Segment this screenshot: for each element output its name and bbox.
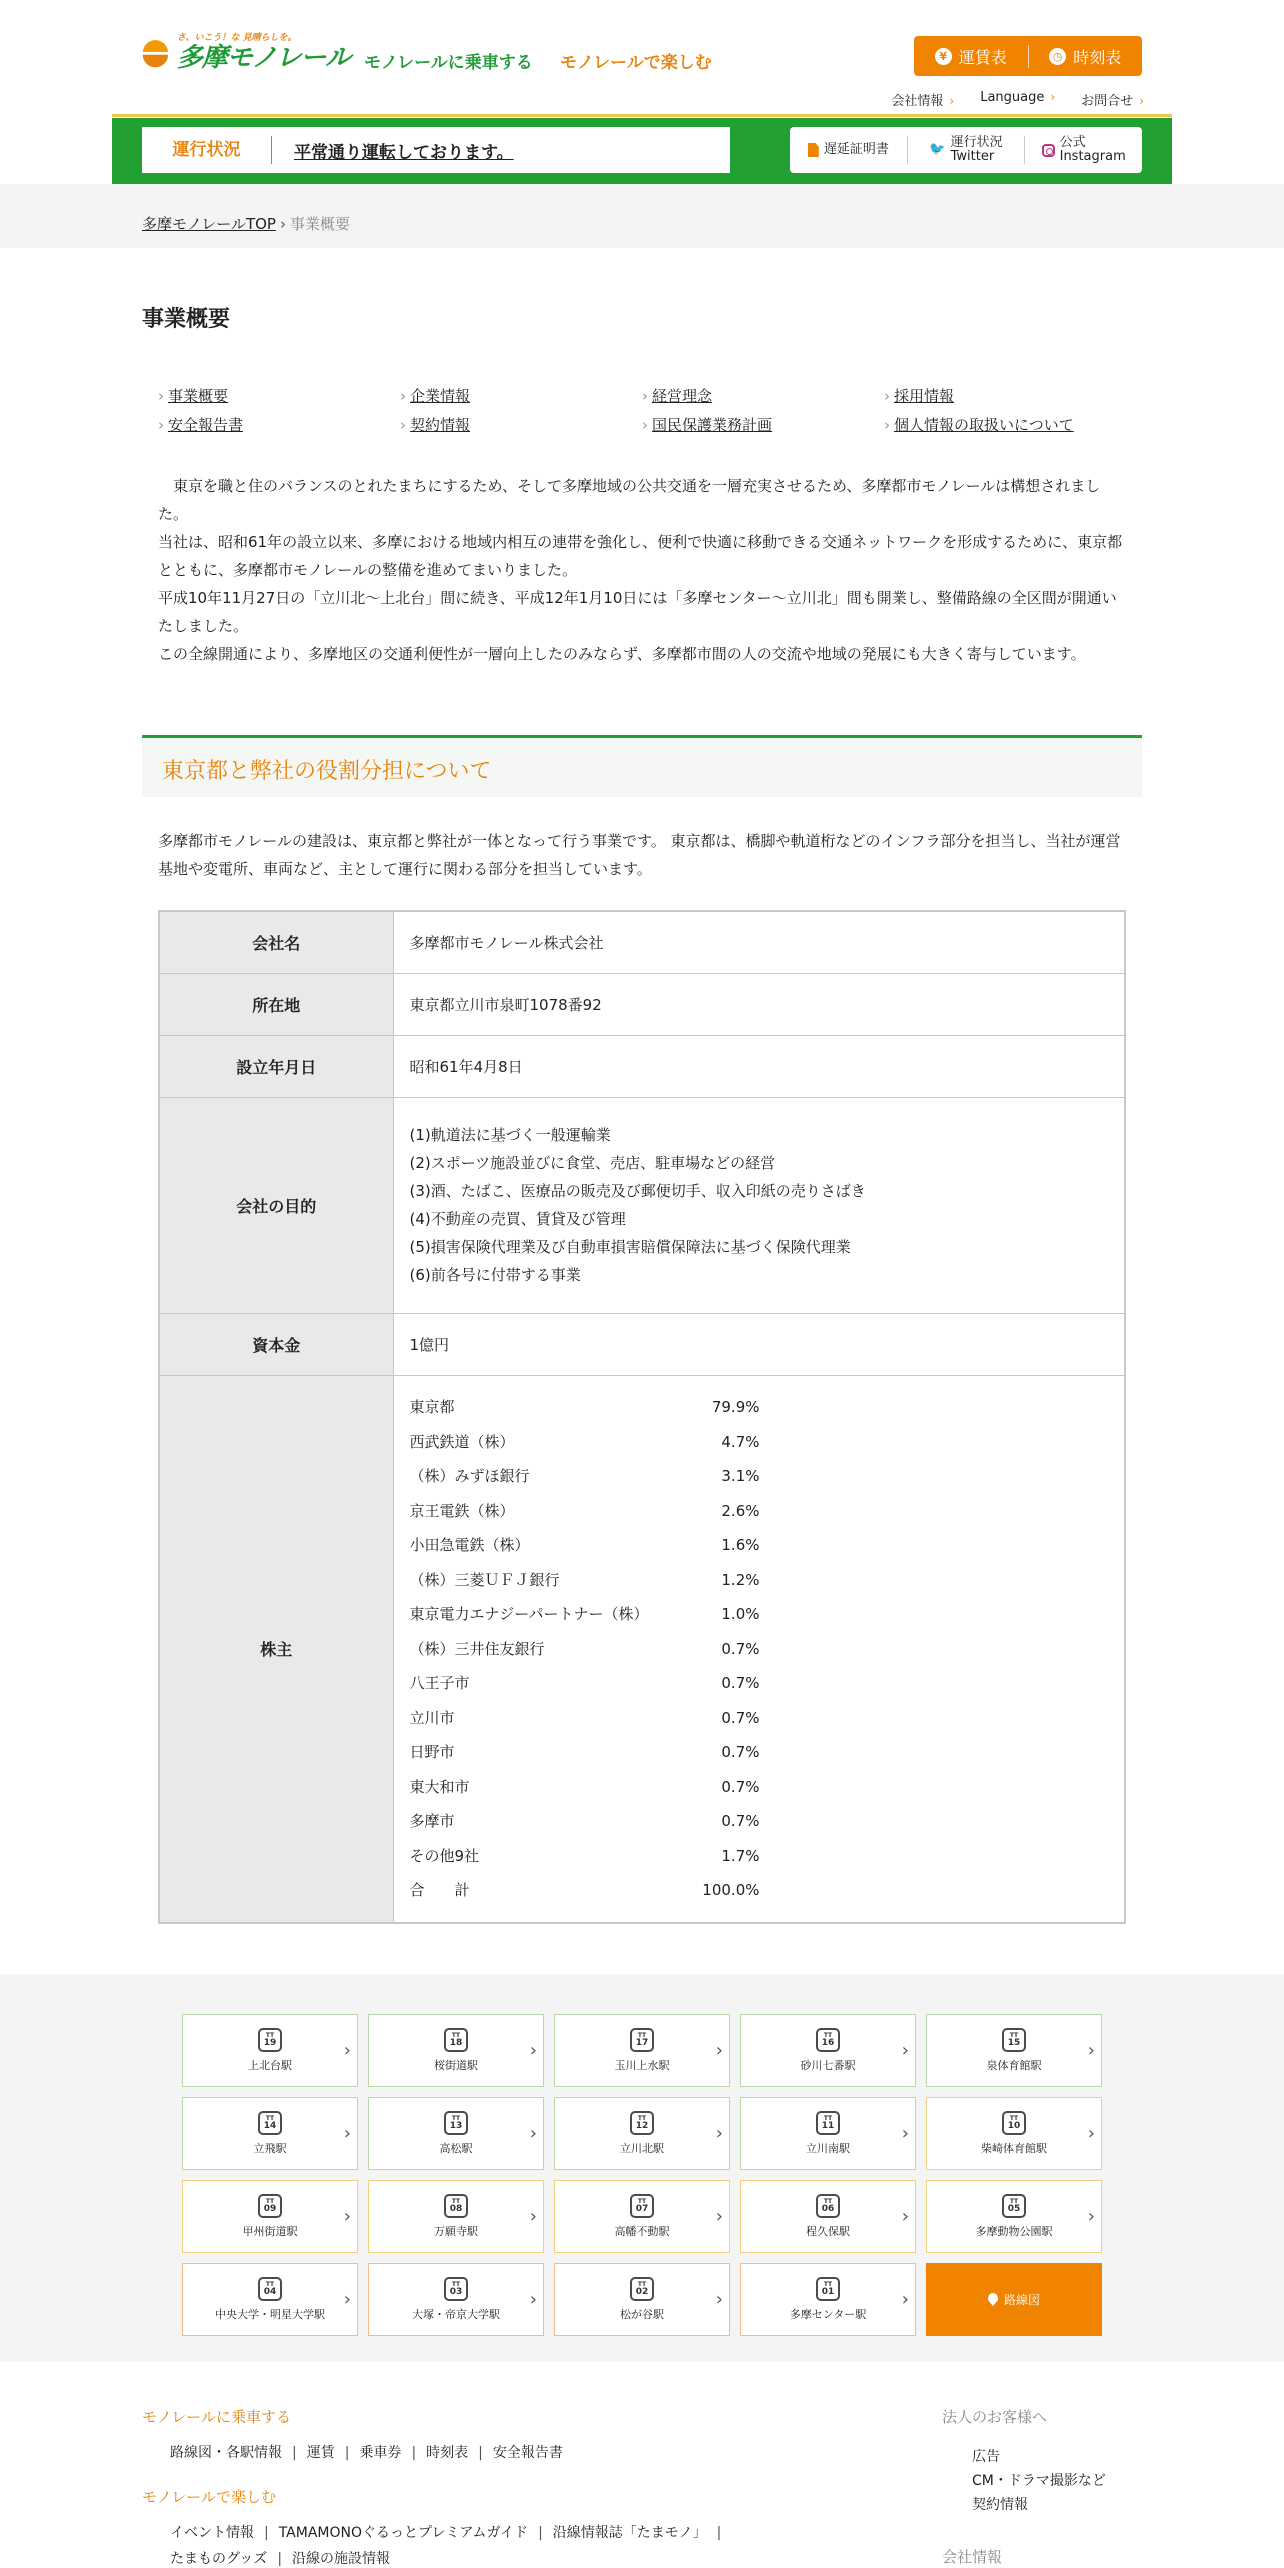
shareholder-percentage: 0.7% — [721, 1743, 760, 1761]
station-name: 甲州街道駅 — [242, 2225, 298, 2238]
station-tile[interactable] — [554, 2097, 730, 2170]
intro-paragraph: この全線開通により、多摩地区の交通利便性が一層向上したのみならず、多摩都市間の人の交流や地域の発展にも大きく寄与しています。 — [158, 645, 1086, 663]
shareholder-row — [410, 1528, 760, 1563]
subnav-safety-report[interactable]: › 安全報告書 — [158, 414, 400, 435]
station-code-prefix: TT — [451, 2032, 461, 2039]
station-number-icon — [630, 2277, 654, 2301]
station-name: 泉体育館駅 — [986, 2059, 1042, 2072]
intro-paragraph: 平成10年11月27日の「立川北～上北台」間に続き、平成12年1月10日には「多摩センター～立川北」間も開業し、整備路線の全区間が開通いたしました。 — [158, 589, 1117, 635]
yen-icon: ¥ — [935, 48, 952, 65]
breadcrumb-home-link[interactable]: 多摩モノレールTOP — [142, 215, 276, 233]
shareholder-percentage: 1.0% — [721, 1605, 760, 1623]
operation-status-text[interactable]: 平常通り運転しております。 — [294, 142, 514, 163]
chevron-right-icon: › — [529, 2123, 537, 2144]
timetable-button[interactable] — [1028, 45, 1143, 68]
footer-link-tamamono-magazine[interactable]: 沿線情報誌「たまモノ」 — [552, 2525, 707, 2541]
nav-enjoy-monorail[interactable]: モノレールで楽しむ — [560, 53, 712, 73]
fare-table-button[interactable] — [914, 45, 1028, 68]
station-number: 18 — [449, 2038, 463, 2048]
table-row — [159, 911, 1125, 973]
shareholder-row — [410, 1390, 760, 1425]
shareholder-name: 八王子市 — [409, 1674, 470, 1692]
util-link-language[interactable]: Language › — [980, 90, 1056, 105]
twitter-link[interactable]: 🐦 運行状況 Twitter — [907, 136, 1025, 164]
station-code-prefix: TT — [1009, 2115, 1019, 2122]
purpose-value — [393, 1097, 1125, 1313]
station-number: 09 — [263, 2204, 277, 2214]
station-code-prefix: TT — [823, 2281, 833, 2288]
station-name: 中央大学・明星大学駅 — [215, 2308, 325, 2321]
station-number-icon — [258, 2028, 282, 2052]
subnav-management-philosophy[interactable]: › 経営理念 — [642, 385, 884, 406]
footer-enjoy-links-2: たまものグッズ | 沿線の施設情報 — [170, 2551, 391, 2567]
footer-company-heading[interactable]: 会社情報 — [942, 2548, 1003, 2566]
map-pin-icon — [988, 2293, 998, 2306]
station-code-prefix: TT — [637, 2032, 647, 2039]
shareholder-row — [410, 1425, 760, 1460]
station-number-icon — [816, 2028, 840, 2052]
table-row — [159, 973, 1125, 1035]
station-tile[interactable] — [368, 2014, 544, 2087]
shareholder-name: 西武鉄道（株） — [409, 1432, 515, 1451]
shareholder-row — [410, 1494, 760, 1529]
station-name: 上北台駅 — [248, 2059, 292, 2072]
station-code-prefix: TT — [451, 2281, 461, 2288]
station-number-icon — [816, 2277, 840, 2301]
shareholder-name: 日野市 — [409, 1743, 455, 1761]
chevron-right-icon: › — [715, 2289, 723, 2310]
station-code-prefix: TT — [265, 2281, 275, 2288]
footer-link-tickets[interactable]: 乗車券 — [359, 2445, 402, 2461]
shareholder-row — [410, 1666, 760, 1701]
station-number-icon — [444, 2194, 468, 2218]
station-code-prefix: TT — [265, 2032, 275, 2039]
footer-link-fare[interactable]: 運賃 — [306, 2445, 335, 2461]
station-number: 13 — [449, 2121, 463, 2131]
chevron-right-icon: › — [949, 94, 955, 108]
nav-ride-monorail[interactable]: モノレールに乗車する — [364, 53, 533, 73]
station-number: 05 — [1007, 2204, 1021, 2214]
station-code-prefix: TT — [823, 2115, 833, 2122]
shareholder-name: （株）三井住友銀行 — [409, 1639, 545, 1658]
chevron-right-icon: › — [901, 2206, 909, 2227]
chevron-right-icon: › — [1087, 2040, 1095, 2061]
shareholder-row — [410, 1701, 760, 1736]
company-name-label: 会社名 — [159, 911, 393, 973]
station-code-prefix: TT — [451, 2198, 461, 2205]
util-link-contact[interactable]: お問合せ › — [1081, 94, 1144, 109]
shareholder-percentage: 4.7% — [721, 1432, 760, 1451]
shareholder-percentage: 0.7% — [721, 1777, 760, 1796]
document-icon — [808, 143, 819, 157]
footer-link-facilities[interactable]: 沿線の施設情報 — [292, 2551, 391, 2567]
company-subnav — [158, 385, 1128, 435]
shareholder-percentage: 1.6% — [721, 1536, 760, 1554]
station-tile[interactable] — [740, 2014, 916, 2087]
shareholder-percentage: 1.7% — [721, 1846, 760, 1865]
station-tile[interactable] — [554, 2180, 730, 2253]
station-number-icon — [1002, 2028, 1026, 2052]
utility-links — [891, 90, 1144, 109]
station-tile[interactable] — [182, 2180, 358, 2253]
shareholders-value — [393, 1375, 1125, 1923]
station-name: 高幡不動駅 — [614, 2225, 670, 2238]
shareholder-name: 立川市 — [409, 1708, 455, 1727]
station-grid — [182, 2014, 1102, 2336]
station-number-icon — [444, 2277, 468, 2301]
station-code-prefix: TT — [823, 2198, 833, 2205]
section-heading — [142, 735, 1142, 797]
shareholder-row — [410, 1735, 760, 1770]
footer-link-safety-report[interactable]: 安全報告書 — [492, 2445, 563, 2461]
site-footer — [0, 2362, 1284, 2568]
chevron-right-icon: › — [901, 2289, 909, 2310]
page-title: 事業概要 — [142, 307, 231, 332]
company-name-value: 多摩都市モノレール株式会社 — [393, 911, 1125, 973]
footer-link-timetable[interactable]: 時刻表 — [426, 2445, 469, 2461]
logo-wordmark: 多摩モノレール — [176, 42, 350, 73]
station-code-prefix: TT — [637, 2281, 647, 2288]
address-value: 東京都立川市泉町1078番92 — [393, 973, 1125, 1035]
shareholder-row — [410, 1839, 760, 1874]
instagram-link[interactable]: 公式 Instagram — [1024, 136, 1142, 164]
station-number-icon — [258, 2111, 282, 2135]
chevron-right-icon: › — [529, 2289, 537, 2310]
station-number-icon — [816, 2111, 840, 2135]
capital-value: 1億円 — [393, 1313, 1125, 1375]
station-name: 多摩センター駅 — [789, 2308, 867, 2321]
station-number-icon — [630, 2194, 654, 2218]
station-number: 06 — [821, 2204, 835, 2214]
station-number-icon — [1002, 2194, 1026, 2218]
fare-table-label: 運賃表 — [958, 47, 1007, 67]
shareholder-percentage: 0.7% — [721, 1674, 760, 1692]
clock-icon: ◷ — [1049, 48, 1066, 65]
shareholder-percentage: 3.1% — [721, 1467, 760, 1485]
shareholder-row — [410, 1873, 760, 1908]
chevron-right-icon: › — [1087, 2123, 1095, 2144]
station-name: 桜街道駅 — [434, 2059, 478, 2072]
footer-ride-heading[interactable]: モノレールに乗車する — [142, 2408, 291, 2426]
shareholder-name: 東大和市 — [409, 1777, 470, 1796]
station-number: 10 — [1007, 2121, 1021, 2131]
route-map-label: 路線図 — [1003, 2293, 1040, 2307]
intro-paragraph: 東京を職と住のバランスのとれたまちにするため、そして多摩地域の公共交通を一層充実させるため、多摩都市モノレールは構想されました。 — [158, 477, 1101, 523]
shareholder-row — [410, 1597, 760, 1632]
breadcrumb-separator: › — [279, 215, 286, 233]
station-name: 多摩動物公園駅 — [975, 2225, 1053, 2238]
delay-certificate-link[interactable]: 遅延証明書 — [790, 143, 907, 157]
address-label: 所在地 — [159, 973, 393, 1035]
intro-text — [158, 472, 1124, 668]
purpose-item: (4)不動産の売買、賃貸及び管理 — [409, 1210, 626, 1228]
shareholder-percentage: 79.9% — [711, 1398, 760, 1416]
station-tile[interactable] — [554, 2014, 730, 2087]
chevron-right-icon: › — [1139, 94, 1144, 108]
operation-status-box — [142, 127, 730, 173]
site-logo[interactable] — [140, 28, 350, 74]
purpose-list — [410, 1121, 1125, 1289]
station-name: 大塚・帝京大学駅 — [412, 2308, 500, 2321]
shareholders-label: 株主 — [159, 1375, 393, 1923]
table-row — [159, 1097, 1125, 1313]
chevron-right-icon: › — [343, 2206, 351, 2227]
station-number-icon — [816, 2194, 840, 2218]
station-tile[interactable] — [182, 2263, 358, 2336]
station-number-icon — [630, 2111, 654, 2135]
founded-value: 昭和61年4月8日 — [393, 1035, 1125, 1097]
shareholder-row — [410, 1770, 760, 1805]
station-number: 07 — [635, 2204, 649, 2214]
station-tile[interactable] — [368, 2097, 544, 2170]
status-links-box — [790, 127, 1142, 173]
footer-link-filming[interactable]: CM・ドラマ撮影など — [972, 2473, 1106, 2489]
station-name: 万願寺駅 — [434, 2225, 478, 2238]
chevron-right-icon: › — [901, 2123, 909, 2144]
subnav-privacy-policy[interactable]: › 個人情報の取扱いについて — [884, 414, 1128, 435]
station-code-prefix: TT — [637, 2198, 647, 2205]
section-heading-text: 東京都と弊社の役割分担について — [162, 759, 492, 784]
shareholder-percentage: 2.6% — [721, 1501, 760, 1520]
chevron-right-icon: › — [1050, 90, 1056, 104]
station-name: 立川北駅 — [620, 2142, 664, 2155]
header-divider — [112, 114, 1172, 117]
station-code-prefix: TT — [823, 2032, 833, 2039]
station-number: 16 — [821, 2038, 835, 2048]
intro-paragraph: 当社は、昭和61年の設立以来、多摩における地域内相互の連帯を強化し、便利で快適に移動できる交通ネットワークを形成するために、東京都とともに、多摩都市モノレールの整備を進めてまいりました。 — [158, 533, 1123, 579]
purpose-item: (1)軌道法に基づく一般運輸業 — [409, 1126, 611, 1144]
station-name: 玉川上水駅 — [614, 2059, 670, 2072]
chevron-right-icon: › — [715, 2123, 723, 2144]
station-name: 立川南駅 — [806, 2142, 850, 2155]
chevron-right-icon: › — [343, 2040, 351, 2061]
table-row — [159, 1313, 1125, 1375]
purpose-label: 会社の目的 — [159, 1097, 393, 1313]
table-row — [159, 1375, 1125, 1923]
station-number: 11 — [821, 2121, 835, 2131]
station-tile[interactable] — [368, 2180, 544, 2253]
chevron-right-icon: › — [343, 2123, 351, 2144]
station-code-prefix: TT — [265, 2198, 275, 2205]
shareholder-name: 小田急電鉄（株） — [409, 1536, 530, 1554]
station-number: 19 — [263, 2038, 277, 2048]
station-number-icon — [258, 2277, 282, 2301]
footer-corporate-heading[interactable]: 法人のお客様へ — [942, 2408, 1048, 2426]
footer-link-route-map[interactable]: 路線図・各駅情報 — [170, 2445, 282, 2461]
station-name: 高松駅 — [439, 2142, 473, 2155]
footer-link-contract[interactable]: 契約情報 — [972, 2497, 1028, 2513]
shareholder-name: （株）みずほ銀行 — [409, 1467, 530, 1485]
monorail-logo-icon — [140, 31, 171, 71]
footer-enjoy-links: イベント情報 | TAMAMONOぐるっとプレミアムガイド | 沿線情報誌「たまモノ」 | — [170, 2525, 722, 2541]
chevron-right-icon: › — [343, 2289, 351, 2310]
station-number-icon — [444, 2028, 468, 2052]
chevron-right-icon: › — [715, 2040, 723, 2061]
operation-status-label: 運行状況 — [142, 136, 272, 164]
station-number: 01 — [821, 2287, 835, 2297]
station-number: 14 — [263, 2121, 277, 2131]
station-tile[interactable] — [740, 2097, 916, 2170]
subnav-civil-protection-plan[interactable]: › 国民保護業務計画 — [642, 414, 884, 435]
station-name: 砂川七番駅 — [800, 2059, 856, 2072]
timetable-label: 時刻表 — [1073, 47, 1122, 67]
station-number-icon — [258, 2194, 282, 2218]
station-name: 柴崎体育館駅 — [981, 2142, 1047, 2155]
station-number: 02 — [635, 2287, 649, 2297]
station-code-prefix: TT — [265, 2115, 275, 2122]
station-name: 立飛駅 — [253, 2142, 287, 2155]
footer-link-advertising[interactable]: 広告 — [972, 2449, 1000, 2465]
founded-label: 設立年月日 — [159, 1035, 393, 1097]
breadcrumb-current: 事業概要 — [289, 215, 350, 233]
capital-label: 資本金 — [159, 1313, 393, 1375]
purpose-item: (3)酒、たばこ、医療品の販売及び郵便切手、収入印紙の売りさばき — [409, 1182, 866, 1200]
station-number: 08 — [449, 2204, 463, 2214]
station-tile[interactable] — [182, 2014, 358, 2087]
util-link-company[interactable]: 会社情報 › — [891, 94, 955, 109]
shareholder-name: 東京都 — [409, 1398, 455, 1416]
shareholder-percentage: 1.2% — [721, 1570, 760, 1589]
station-number: 17 — [635, 2038, 649, 2048]
chevron-right-icon: › — [901, 2040, 909, 2061]
footer-link-goods[interactable]: たまものグッズ — [170, 2551, 268, 2567]
station-tile[interactable] — [182, 2097, 358, 2170]
shareholder-name: （株）三菱ＵＦＪ銀行 — [409, 1570, 560, 1589]
station-name: 程久保駅 — [806, 2225, 850, 2238]
chevron-right-icon: › — [529, 2040, 537, 2061]
company-info-table — [158, 910, 1126, 1924]
station-number-icon — [444, 2111, 468, 2135]
instagram-icon — [1042, 144, 1055, 157]
purpose-item: (5)損害保険代理業及び自動車損害賠償保障法に基づく保険代理業 — [409, 1238, 851, 1256]
table-row — [159, 1035, 1125, 1097]
station-tile[interactable] — [926, 2014, 1102, 2087]
station-code-prefix: TT — [1009, 2032, 1019, 2039]
subnav-corporate-info[interactable]: › 企業情報 — [400, 385, 642, 406]
station-number-icon — [630, 2028, 654, 2052]
subnav-contract-info[interactable]: › 契約情報 — [400, 414, 642, 435]
station-name: 松が谷駅 — [620, 2308, 664, 2321]
shareholder-percentage: 0.7% — [721, 1639, 760, 1658]
logo-catchphrase: さ、いこう！な 見晴らしを。 — [176, 32, 297, 43]
station-number: 04 — [263, 2287, 277, 2297]
shareholder-row — [410, 1563, 760, 1598]
station-number: 03 — [449, 2287, 463, 2297]
station-code-prefix: TT — [1009, 2198, 1019, 2205]
station-tile[interactable] — [926, 2180, 1102, 2253]
shareholder-name: 合 計 — [409, 1881, 470, 1899]
shareholder-row — [410, 1459, 760, 1494]
station-number: 12 — [635, 2121, 649, 2131]
chevron-right-icon: › — [715, 2206, 723, 2227]
shareholder-percentage: 0.7% — [721, 1708, 760, 1727]
site-header — [0, 0, 1284, 118]
station-tile[interactable] — [740, 2180, 916, 2253]
subnav-recruitment[interactable]: › 採用情報 — [884, 385, 1128, 406]
station-tile[interactable] — [554, 2263, 730, 2336]
purpose-item: (2)スポーツ施設並びに食堂、売店、駐車場などの経営 — [409, 1154, 776, 1172]
chevron-right-icon: › — [1087, 2206, 1095, 2227]
route-map-button[interactable] — [926, 2263, 1102, 2336]
section-description: 多摩都市モノレールの建設は、東京都と弊社が一体となって行う事業です。 東京都は、橋脚や軌道桁などのインフラ部分を担当し、当社が運営基地や変電所、車両など、主として運行に関わる部分を担当しています。 — [158, 832, 1121, 878]
station-code-prefix: TT — [451, 2115, 461, 2122]
subnav-business-overview[interactable]: › 事業概要 — [158, 385, 400, 406]
footer-enjoy-heading[interactable]: モノレールで楽しむ — [142, 2488, 276, 2506]
breadcrumb — [142, 213, 350, 234]
shareholder-percentage: 0.7% — [721, 1812, 760, 1830]
station-number: 15 — [1007, 2038, 1021, 2048]
station-tile[interactable] — [740, 2263, 916, 2336]
shareholder-row — [410, 1632, 760, 1667]
station-number-icon — [1002, 2111, 1026, 2135]
station-tile[interactable] — [926, 2097, 1102, 2170]
shareholder-name: 京王電鉄（株） — [409, 1501, 515, 1520]
shareholder-name: 多摩市 — [409, 1812, 455, 1830]
station-code-prefix: TT — [637, 2115, 647, 2122]
twitter-bird-icon: 🐦 — [929, 142, 946, 157]
shareholder-name: 東京電力エナジーパートナー（株） — [409, 1605, 649, 1623]
chevron-right-icon: › — [529, 2206, 537, 2227]
shareholder-row — [410, 1804, 760, 1839]
shareholder-name: その他9社 — [409, 1846, 480, 1865]
footer-ride-links: 路線図・各駅情報 | 運賃 | 乗車券 | 時刻表 | 安全報告書 — [170, 2445, 563, 2461]
purpose-item: (6)前各号に付帯する事業 — [409, 1266, 581, 1284]
footer-link-premium-guide[interactable]: TAMAMONOぐるっとプレミアムガイド — [278, 2525, 529, 2541]
shareholder-list — [410, 1390, 760, 1908]
station-tile[interactable] — [368, 2263, 544, 2336]
shareholder-percentage: 100.0% — [702, 1881, 760, 1899]
footer-link-events[interactable]: イベント情報 — [170, 2525, 254, 2541]
fare-timetable-buttons — [914, 36, 1142, 76]
